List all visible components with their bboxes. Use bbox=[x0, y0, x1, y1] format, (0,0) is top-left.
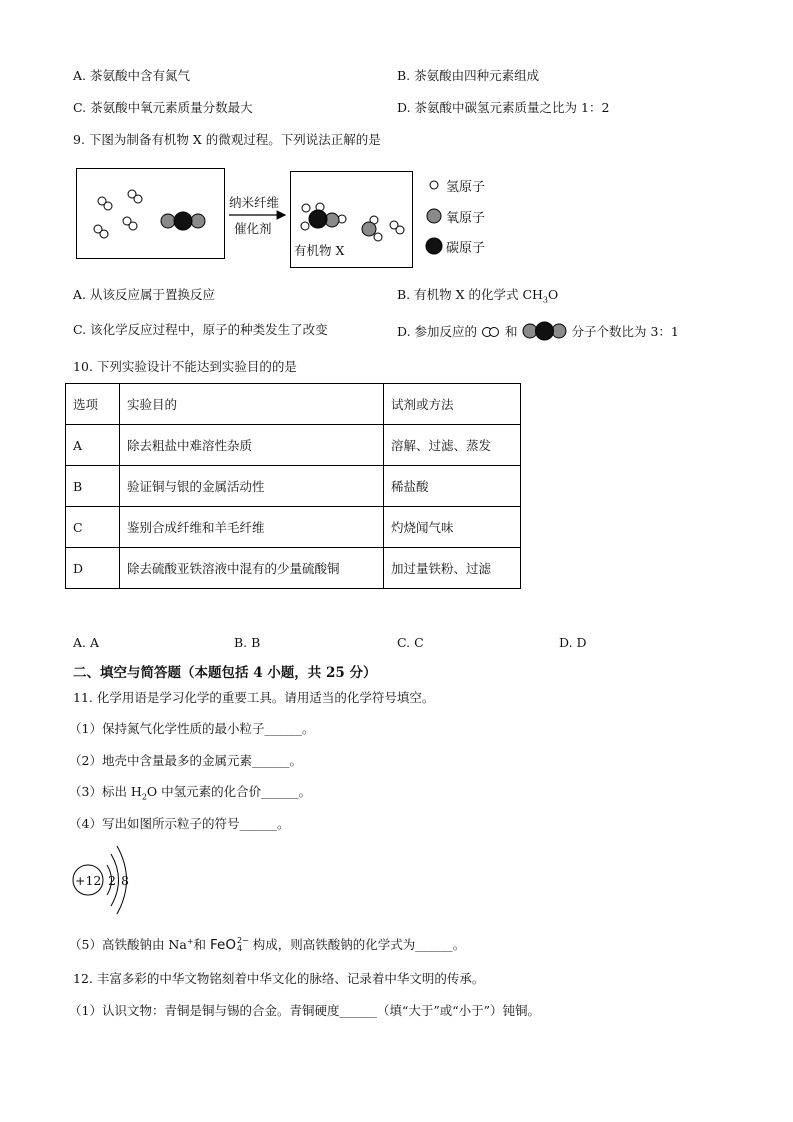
ferrate-ion-base: FeO bbox=[210, 937, 236, 954]
table-header-cell: 选项 bbox=[66, 384, 120, 425]
table-cell: 鉴别合成纤维和羊毛纤维 bbox=[120, 507, 384, 548]
table-cell: C bbox=[66, 507, 120, 548]
hydrogen-molecule bbox=[390, 221, 404, 234]
q8-option-a: A. 茶氨酸中含有氮气 bbox=[73, 68, 190, 83]
hydrogen-molecule-icon bbox=[481, 325, 501, 339]
q11-part-3-pre: （3）标出 H bbox=[69, 784, 142, 799]
q11-part-5-pre: （5）高铁酸钠由 Na bbox=[69, 937, 187, 953]
ferrate-ion-count: 4 bbox=[237, 944, 243, 954]
ferrate-ion-charge: 2− bbox=[237, 936, 249, 946]
q9-option-d-mid: 和 bbox=[505, 324, 518, 339]
q9-option-a: A. 从该反应属于置换反应 bbox=[73, 287, 215, 302]
shell-1-electrons: 2 bbox=[108, 873, 116, 888]
q11-part-5 bbox=[69, 933, 465, 954]
table-cell: 稀盐酸 bbox=[384, 466, 521, 507]
legend-hydrogen-icon bbox=[430, 181, 438, 189]
table-cell: 溶解、过滤、蒸发 bbox=[384, 425, 521, 466]
q9-stem: 9. 下图为制备有机物 X 的微观过程。下列说法正解的是 bbox=[73, 132, 381, 147]
reaction-diagram bbox=[0, 0, 793, 300]
table-header-cell: 实验目的 bbox=[120, 384, 384, 425]
carbon-dioxide-molecule-icon bbox=[522, 321, 568, 341]
ferrate-ion bbox=[210, 937, 249, 953]
q9-option-d-pre: D. 参加反应的 bbox=[397, 324, 478, 339]
arrow-label-bottom: 催化剂 bbox=[234, 221, 272, 236]
q11-part-3-sub: 2 bbox=[141, 792, 147, 802]
table-cell: 加过量铁粉、过滤 bbox=[384, 548, 521, 589]
table-cell: A bbox=[66, 425, 120, 466]
legend-oxygen-icon bbox=[427, 209, 441, 223]
table-row bbox=[66, 507, 521, 548]
hydrogen-molecule bbox=[94, 225, 108, 238]
q10-answer-d: D. D bbox=[559, 635, 587, 650]
table-row bbox=[66, 466, 521, 507]
carbon-dioxide-molecule bbox=[161, 212, 205, 230]
experiment-table bbox=[65, 383, 521, 589]
q11-part-1: （1）保持氮气化学性质的最小粒子______。 bbox=[69, 721, 315, 736]
q9-option-d-post: 分子个数比为 3：1 bbox=[571, 324, 679, 339]
table-row bbox=[66, 548, 521, 589]
methanol-molecule bbox=[301, 203, 346, 230]
table-cell: B bbox=[66, 466, 120, 507]
table-cell: D bbox=[66, 548, 120, 589]
hydrogen-molecule bbox=[123, 217, 137, 230]
q10-answer-b: B. B bbox=[234, 635, 261, 650]
hydrogen-molecule bbox=[98, 197, 112, 210]
legend-oxygen-label: 氧原子 bbox=[446, 211, 486, 226]
legend-hydrogen-label: 氢原子 bbox=[446, 180, 486, 195]
shell-2-electrons: 8 bbox=[121, 873, 129, 888]
table-header-row bbox=[66, 384, 521, 425]
q11-part-5-mid: 和 bbox=[193, 937, 207, 953]
q9-option-b bbox=[397, 286, 558, 310]
arrow-label-top: 纳米纤维 bbox=[229, 195, 280, 210]
q9-option-b-text: B. 有机物 X 的化学式 CH bbox=[397, 287, 543, 302]
q11-stem: 11. 化学用语是学习化学的重要工具。请用适当的化学符号填空。 bbox=[73, 690, 435, 705]
q10-answer-a: A. A bbox=[73, 635, 100, 650]
q11-part-5-sup: + bbox=[186, 937, 194, 946]
q8-option-b: B. 茶氨酸由四种元素组成 bbox=[397, 68, 540, 83]
legend-carbon-label: 碳原子 bbox=[446, 241, 486, 256]
q11-part-3-post: O 中氢元素的化合价______。 bbox=[146, 784, 312, 799]
q10-answer-c: C. C bbox=[397, 635, 424, 650]
table-cell: 除去粗盐中难溶性杂质 bbox=[120, 425, 384, 466]
table-header-cell: 试剂或方法 bbox=[384, 384, 521, 425]
section-2-title: 二、填空与简答题（本题包括 4 小题，共 25 分） bbox=[73, 665, 377, 681]
q11-part-4: （4）写出如图所示粒子的符号______。 bbox=[69, 816, 290, 831]
q11-part-3 bbox=[69, 783, 311, 807]
legend-carbon-icon bbox=[426, 238, 442, 254]
q9-option-b-post: O bbox=[548, 287, 559, 302]
q9-option-c: C. 该化学反应过程中，原子的种类发生了改变 bbox=[73, 322, 328, 337]
q11-part-2: （2）地壳中含量最多的金属元素______。 bbox=[69, 753, 302, 768]
table-cell: 验证铜与银的金属活动性 bbox=[120, 466, 384, 507]
water-molecule bbox=[362, 216, 382, 241]
table-cell: 灼烧闻气味 bbox=[384, 507, 521, 548]
q9-option-b-sub: 3 bbox=[542, 295, 549, 305]
ferrate-ion-scripts bbox=[237, 937, 249, 953]
q8-option-d: D. 茶氨酸中碳氢元素质量之比为 1：2 bbox=[397, 100, 610, 115]
table-cell: 除去硫酸亚铁溶液中混有的少量硫酸铜 bbox=[120, 548, 384, 589]
hydrogen-molecule bbox=[128, 190, 142, 203]
q9-option-d bbox=[397, 321, 679, 341]
q11-part-5-post: 构成，则高铁酸钠的化学式为______。 bbox=[252, 937, 466, 953]
q12-part-1: （1）认识文物：青铜是铜与锡的合金。青铜硬度______（填“大于”或“小于”）钝铜。 bbox=[69, 1003, 541, 1018]
nucleus-charge: +12 bbox=[75, 873, 102, 888]
q12-stem: 12. 丰富多彩的中华文物铭刻着中华文化的脉络、记录着中华文明的传承。 bbox=[73, 971, 485, 986]
q10-stem: 10. 下列实验设计不能达到实验目的的是 bbox=[73, 359, 297, 374]
product-label: 有机物 X bbox=[294, 243, 345, 258]
table-row bbox=[66, 425, 521, 466]
q8-option-c: C. 茶氨酸中氧元素质量分数最大 bbox=[73, 100, 253, 115]
